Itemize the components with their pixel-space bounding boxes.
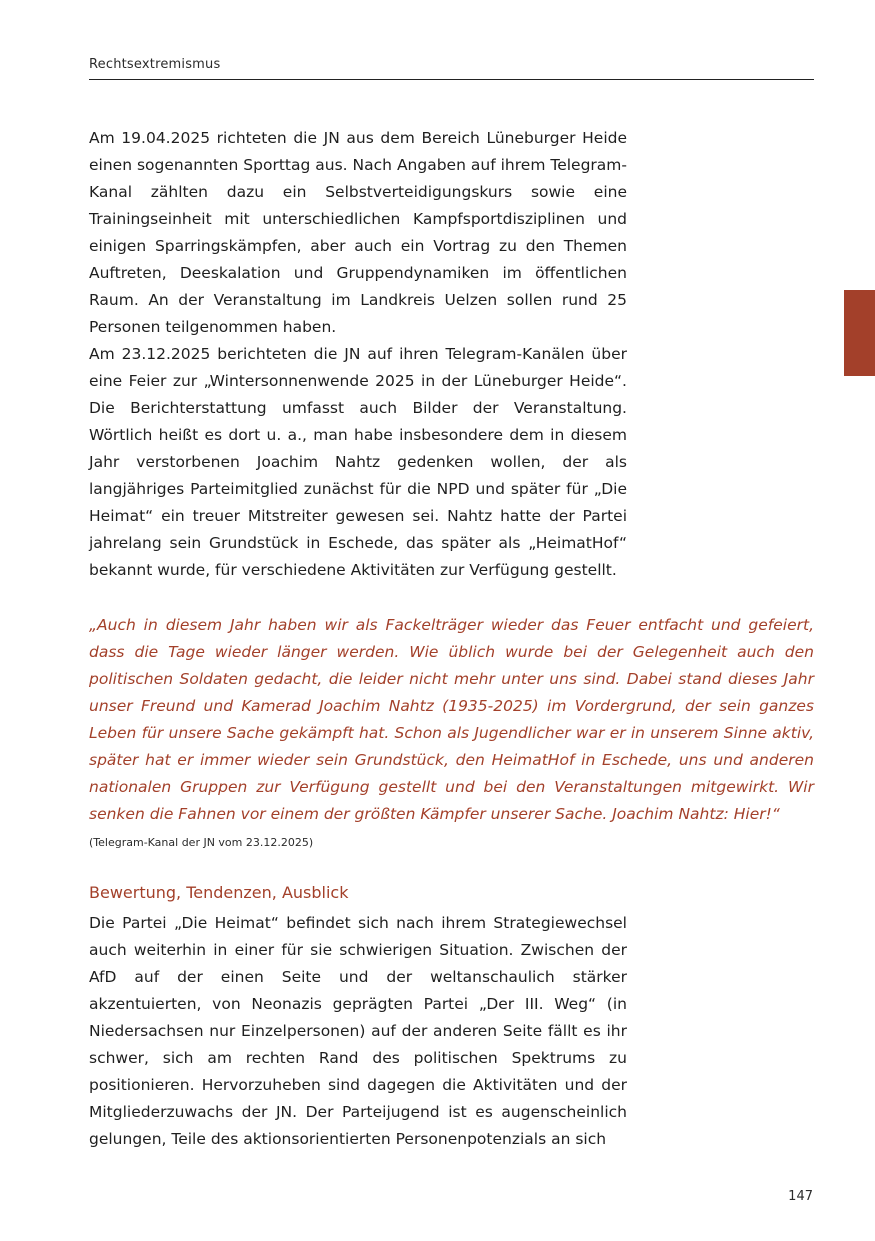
body-text-top: [89, 125, 627, 584]
header-rule: [89, 79, 814, 80]
quote-source: (Telegram-Kanal der JN vom 23.12.2025): [89, 836, 314, 849]
running-header: Rechtsextremismus: [89, 57, 221, 72]
paragraph-wintersonnenwende: Am 23.12.2025 berichteten die JN auf ihren Telegram-Kanälen über eine Feier zur „Wintersonnenwende 2025 in der Lüneburger Heide“. Die Berichterstattung umfasst auch Bilder der Veranstaltung. Wörtlich heißt es dort u. a., man habe insbesondere dem in diesem Jahr verstorbenen Joachim Nahtz gedenken wollen, der als langjähriges Parteimitglied zunächst für die NPD und später für „Die Heimat“ ein treuer Mitstreiter gewesen sei. Nahtz hatte der Partei jahrelang sein Grundstück in Eschede, das später als „HeimatHof“ bekannt wurde, für verschiedene Aktivitäten zur Verfügung gestellt.: [89, 345, 627, 579]
page-number: 147: [788, 1189, 813, 1204]
chapter-tab-marker: [844, 290, 875, 376]
section-heading: Bewertung, Tendenzen, Ausblick: [89, 883, 349, 902]
block-quote: „Auch in diesem Jahr haben wir als Fackelträger wieder das Feuer entfacht und gefeiert, dass die Tage wieder länger werden. Wie üblich wurde bei der Gelegenheit auch den politischen Soldaten gedacht, die leider nicht mehr unter uns sind. Dabei stand dieses Jahr unser Freund und Kamerad Joachim Nahtz (1935-2025) im Vordergrund, der sein ganzes Leben für unsere Sache gekämpft hat. Schon als Jugendlicher war er in unserem Sinne aktiv, später hat er immer wieder sein Grundstück, den HeimatHof in Eschede, uns und anderen nationalen Gruppen zur Verfügung gestellt und bei den Veranstaltungen mitgewirkt. Wir senken die Fahnen vor einem der größten Kämpfer unserer Sache. Joachim Nahtz: Hier!“: [89, 616, 814, 823]
paragraph-sporttag: Am 19.04.2025 richteten die JN aus dem Bereich Lüneburger Heide einen sogenannten Sporttag aus. Nach Angaben auf ihrem Telegram-Kanal zählten dazu ein Selbstverteidigungskurs sowie eine Trainingseinheit mit unterschiedlichen Kampfsportdisziplinen und einigen Sparringskämpfen, aber auch ein Vortrag zu den Themen Auftreten, Deeskalation und Gruppendynamiken im öffentlichen Raum. An der Veranstaltung im Landkreis Uelzen sollen rund 25 Personen teilgenommen haben.: [89, 129, 627, 336]
paragraph-bewertung: Die Partei „Die Heimat“ befindet sich nach ihrem Strategiewechsel auch weiterhin in einer für sie schwierigen Situation. Zwischen der AfD auf der einen Seite und der weltanschaulich stärker akzentuierten, von Neonazis geprägten Partei „Der III. Weg“ (in Niedersachsen nur Einzelpersonen) auf der anderen Seite fällt es ihr schwer, sich am rechten Rand des politischen Spektrums zu positionieren. Hervorzuheben sind dagegen die Aktivitäten und der Mitgliederzuwachs der JN. Der Parteijugend ist es augenscheinlich gelungen, Teile des aktionsorientierten Personenpotenzials an sich: [89, 914, 627, 1148]
body-text-bottom: [89, 910, 627, 1153]
